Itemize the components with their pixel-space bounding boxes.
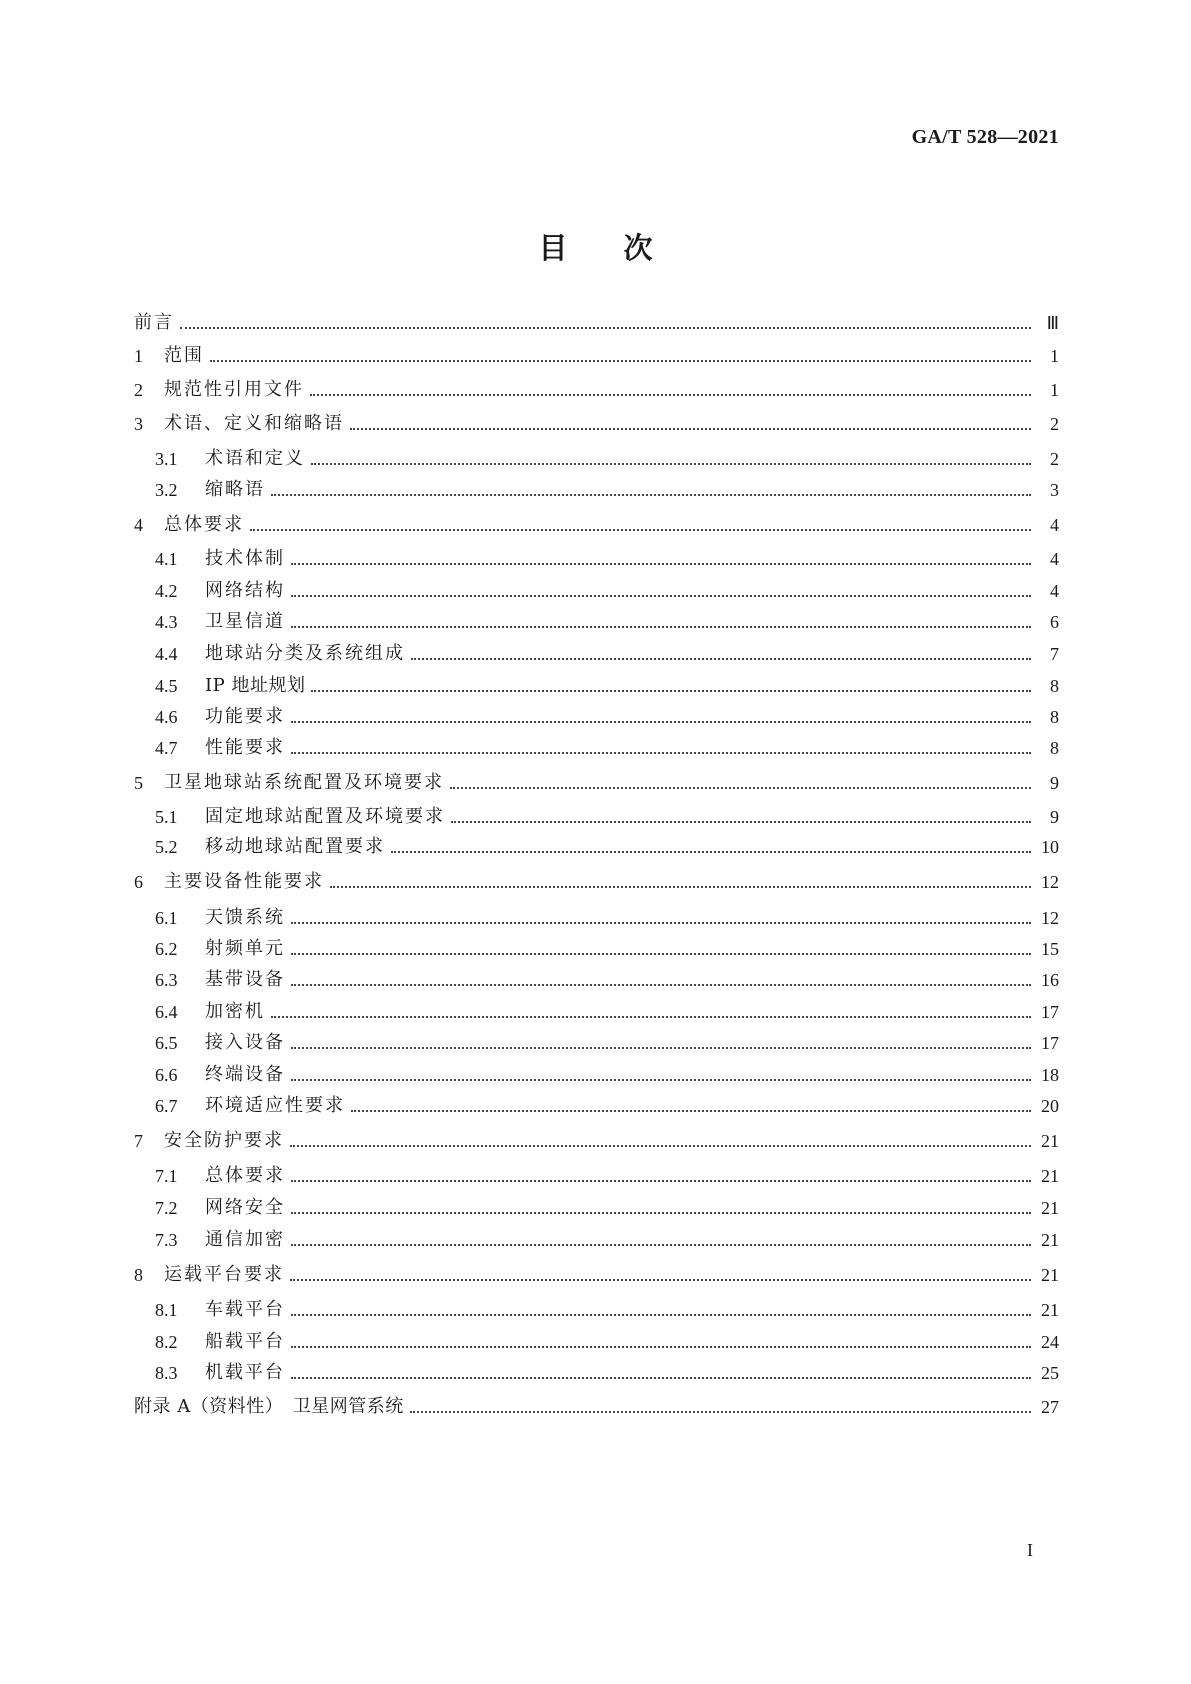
dot-leader — [291, 1212, 1031, 1214]
dot-leader — [291, 1079, 1031, 1081]
toc-entry-label: 术语、定义和缩略语 — [164, 413, 344, 434]
toc-entry-number: 5.1 — [155, 807, 178, 827]
toc-entry-page: 9 — [1050, 773, 1059, 793]
toc-entry-number: 6.3 — [155, 970, 178, 990]
toc-entry-page: 16 — [1041, 970, 1059, 990]
dot-leader — [290, 1145, 1031, 1147]
toc-entry-number: 6.7 — [155, 1096, 178, 1116]
toc-entry-page: 8 — [1050, 738, 1059, 758]
toc-entry-label: IP 地址规划 — [205, 675, 306, 696]
toc-entry-page: 6 — [1050, 612, 1059, 632]
toc-entry-label: 主要设备性能要求 — [164, 871, 324, 892]
dot-leader — [271, 1016, 1031, 1018]
toc-entry-page: 2 — [1050, 449, 1059, 469]
toc-entry[interactable] — [134, 1262, 1059, 1288]
toc-entry-number: 2 — [134, 380, 143, 400]
toc-entry-label: 卫星信道 — [205, 611, 285, 632]
toc-entry-label: 范围 — [164, 345, 204, 366]
dot-leader — [330, 886, 1031, 888]
dot-leader — [291, 563, 1031, 565]
dot-leader — [291, 1244, 1031, 1246]
toc-entry[interactable] — [134, 343, 1059, 369]
toc-entry-label: 机载平台 — [205, 1362, 285, 1383]
standard-number: GA/T 528—2021 — [911, 126, 1059, 148]
toc-entry-label: 船载平台 — [205, 1331, 285, 1352]
toc-entry[interactable] — [155, 1093, 1059, 1119]
page-title — [0, 226, 1191, 267]
footer-page-number: I — [1027, 1540, 1033, 1560]
toc-entry-page: 8 — [1050, 707, 1059, 727]
dot-leader — [310, 394, 1031, 396]
toc-entry[interactable] — [155, 1030, 1059, 1056]
toc-entry[interactable] — [155, 1195, 1059, 1221]
toc-entry-page: 21 — [1041, 1230, 1059, 1250]
title-char-1: 目 — [538, 231, 568, 265]
toc-entry-label: 缩略语 — [205, 479, 265, 500]
toc-entry-label: 前言 — [134, 312, 174, 333]
dot-leader — [250, 529, 1031, 531]
toc-entry-number: 4 — [134, 515, 143, 535]
toc-entry-label: 网络结构 — [205, 580, 285, 601]
toc-entry-number: 6.4 — [155, 1002, 178, 1022]
dot-leader — [391, 851, 1031, 853]
dot-leader — [351, 1110, 1031, 1112]
dot-leader — [291, 752, 1031, 754]
toc-entry-label: 射频单元 — [205, 938, 285, 959]
toc-entry[interactable] — [155, 1163, 1059, 1189]
toc-entry-page: 21 — [1041, 1198, 1059, 1218]
dot-leader — [450, 787, 1031, 789]
toc-entry-label: 终端设备 — [205, 1064, 285, 1085]
toc-entry-number: 8 — [134, 1265, 143, 1285]
toc-entry-number: 7.1 — [155, 1166, 178, 1186]
toc-entry-number: 8.1 — [155, 1300, 178, 1320]
toc-entry-number: 7 — [134, 1131, 143, 1151]
toc-entry-number: 4.3 — [155, 612, 178, 632]
toc-entry-label: 技术体制 — [205, 548, 285, 569]
toc-entry-label: 移动地球站配置要求 — [205, 836, 385, 857]
dot-leader — [311, 690, 1031, 692]
toc-entry-number: 4.4 — [155, 644, 178, 664]
toc-entry-label: 环境适应性要求 — [205, 1095, 345, 1116]
toc-entry-page: 4 — [1050, 581, 1059, 601]
dot-leader — [411, 658, 1031, 660]
toc-entry[interactable] — [134, 512, 1059, 538]
dot-leader — [291, 1314, 1031, 1316]
dot-leader — [350, 428, 1031, 430]
toc-entry-label: 固定地球站配置及环境要求 — [205, 806, 445, 827]
toc-entry-label: 安全防护要求 — [164, 1130, 284, 1151]
dot-leader — [291, 721, 1031, 723]
dot-leader — [291, 626, 1031, 628]
toc-entry[interactable] — [155, 1062, 1059, 1088]
toc-entry[interactable] — [155, 936, 1059, 962]
toc-entry[interactable] — [155, 1227, 1059, 1253]
toc-entry-number: 4.1 — [155, 549, 178, 569]
toc-entry-number: 4.2 — [155, 581, 178, 601]
toc-entry-label: 天馈系统 — [205, 907, 285, 928]
toc-entry[interactable] — [134, 770, 1059, 796]
toc-entry-number: 4.7 — [155, 738, 178, 758]
toc-entry-label: 规范性引用文件 — [164, 379, 304, 400]
dot-leader — [291, 1180, 1031, 1182]
toc-entry[interactable] — [155, 1360, 1059, 1386]
toc-entry[interactable] — [155, 641, 1059, 667]
toc-entry-number: 6.1 — [155, 908, 178, 928]
toc-entry[interactable] — [155, 834, 1059, 860]
dot-leader — [451, 821, 1031, 823]
toc-entry[interactable] — [155, 967, 1059, 993]
toc-entry[interactable] — [155, 546, 1059, 572]
dot-leader — [291, 595, 1031, 597]
toc-entry-page: 1 — [1050, 380, 1059, 400]
toc-entry-page: 21 — [1041, 1265, 1059, 1285]
toc-entry[interactable] — [155, 804, 1059, 830]
toc-entry-page: 17 — [1041, 1033, 1059, 1053]
toc-entry-page: 17 — [1041, 1002, 1059, 1022]
toc-entry-number: 6.2 — [155, 939, 178, 959]
toc-entry[interactable] — [134, 310, 1059, 336]
dot-leader — [290, 1279, 1031, 1281]
toc-entry-page: 8 — [1050, 676, 1059, 696]
toc-entry-number: 7.3 — [155, 1230, 178, 1250]
toc-entry-label: 接入设备 — [205, 1032, 285, 1053]
toc-entry[interactable] — [155, 673, 1059, 699]
toc-entry-page: 4 — [1050, 549, 1059, 569]
toc-entry[interactable] — [155, 446, 1059, 472]
toc-entry[interactable] — [155, 704, 1059, 730]
toc-entry-number: 6 — [134, 872, 143, 892]
toc-entry-number: 8.2 — [155, 1332, 178, 1352]
toc-entry-page: 12 — [1041, 872, 1059, 892]
toc-entry-page: 7 — [1050, 644, 1059, 664]
toc-entry-number: 4.5 — [155, 676, 178, 696]
toc-entry-page: 21 — [1041, 1300, 1059, 1320]
dot-leader — [410, 1411, 1031, 1413]
toc-entry-label: 网络安全 — [205, 1197, 285, 1218]
toc-entry-page: 21 — [1041, 1166, 1059, 1186]
dot-leader — [291, 1346, 1031, 1348]
toc-entry[interactable] — [134, 377, 1059, 403]
toc-entry-number: 3.1 — [155, 449, 178, 469]
toc-entry[interactable] — [155, 578, 1059, 604]
toc-entry[interactable] — [155, 735, 1059, 761]
toc-entry-page: 9 — [1050, 807, 1059, 827]
dot-leader — [291, 1047, 1031, 1049]
toc-entry-page: 4 — [1050, 515, 1059, 535]
dot-leader — [291, 922, 1031, 924]
toc-entry[interactable] — [134, 1128, 1059, 1154]
toc-entry-number: 7.2 — [155, 1198, 178, 1218]
toc-entry[interactable] — [155, 1297, 1059, 1323]
toc-entry[interactable] — [155, 609, 1059, 635]
toc-entry-label: 附录 A（资料性） 卫星网管系统 — [134, 1396, 404, 1417]
toc-entry-number: 5.2 — [155, 837, 178, 857]
toc-entry-label: 地球站分类及系统组成 — [205, 643, 405, 664]
toc-entry-label: 性能要求 — [205, 737, 285, 758]
toc-entry-label: 通信加密 — [205, 1229, 285, 1250]
dot-leader — [291, 1377, 1031, 1379]
toc-entry-number: 1 — [134, 346, 143, 366]
title-char-2: 次 — [623, 231, 653, 265]
toc-entry-label: 加密机 — [205, 1001, 265, 1022]
toc-entry-page: 15 — [1041, 939, 1059, 959]
toc-entry-page: 20 — [1041, 1096, 1059, 1116]
toc-entry-page: Ⅲ — [1046, 313, 1059, 333]
toc-entry-label: 总体要求 — [205, 1165, 285, 1186]
toc-entry-page: 18 — [1041, 1065, 1059, 1085]
toc-entry[interactable] — [155, 477, 1059, 503]
toc-entry-page: 1 — [1050, 346, 1059, 366]
toc-entry-number: 3 — [134, 414, 143, 434]
toc-entry[interactable] — [134, 411, 1059, 437]
toc-entry-page: 2 — [1050, 414, 1059, 434]
toc-entry[interactable] — [134, 869, 1059, 895]
toc-entry-number: 8.3 — [155, 1363, 178, 1383]
toc-entry-page: 12 — [1041, 908, 1059, 928]
toc-entry-label: 运载平台要求 — [164, 1264, 284, 1285]
toc-entry-label: 车载平台 — [205, 1299, 285, 1320]
toc-entry-page: 24 — [1041, 1332, 1059, 1352]
toc-entry-label: 基带设备 — [205, 969, 285, 990]
toc-entry-page: 21 — [1041, 1131, 1059, 1151]
toc-entry-label: 总体要求 — [164, 514, 244, 535]
toc-entry[interactable] — [155, 999, 1059, 1025]
toc-entry-label: 卫星地球站系统配置及环境要求 — [164, 772, 444, 793]
toc-entry-page: 25 — [1041, 1363, 1059, 1383]
dot-leader — [271, 494, 1031, 496]
toc-entry-label: 功能要求 — [205, 706, 285, 727]
toc-entry-page: 10 — [1041, 837, 1059, 857]
dot-leader — [291, 953, 1031, 955]
toc-entry-page: 3 — [1050, 480, 1059, 500]
toc-entry[interactable] — [134, 1394, 1059, 1420]
toc-entry-label: 术语和定义 — [205, 448, 305, 469]
toc-entry[interactable] — [155, 905, 1059, 931]
toc-entry-number: 6.6 — [155, 1065, 178, 1085]
toc-entry-number: 4.6 — [155, 707, 178, 727]
dot-leader — [210, 360, 1031, 362]
toc-entry-number: 6.5 — [155, 1033, 178, 1053]
toc-entry-page: 27 — [1041, 1397, 1059, 1417]
dot-leader — [180, 327, 1031, 329]
dot-leader — [291, 984, 1031, 986]
toc-entry[interactable] — [155, 1329, 1059, 1355]
toc-entry-number: 5 — [134, 773, 143, 793]
toc-entry-number: 3.2 — [155, 480, 178, 500]
dot-leader — [311, 463, 1031, 465]
